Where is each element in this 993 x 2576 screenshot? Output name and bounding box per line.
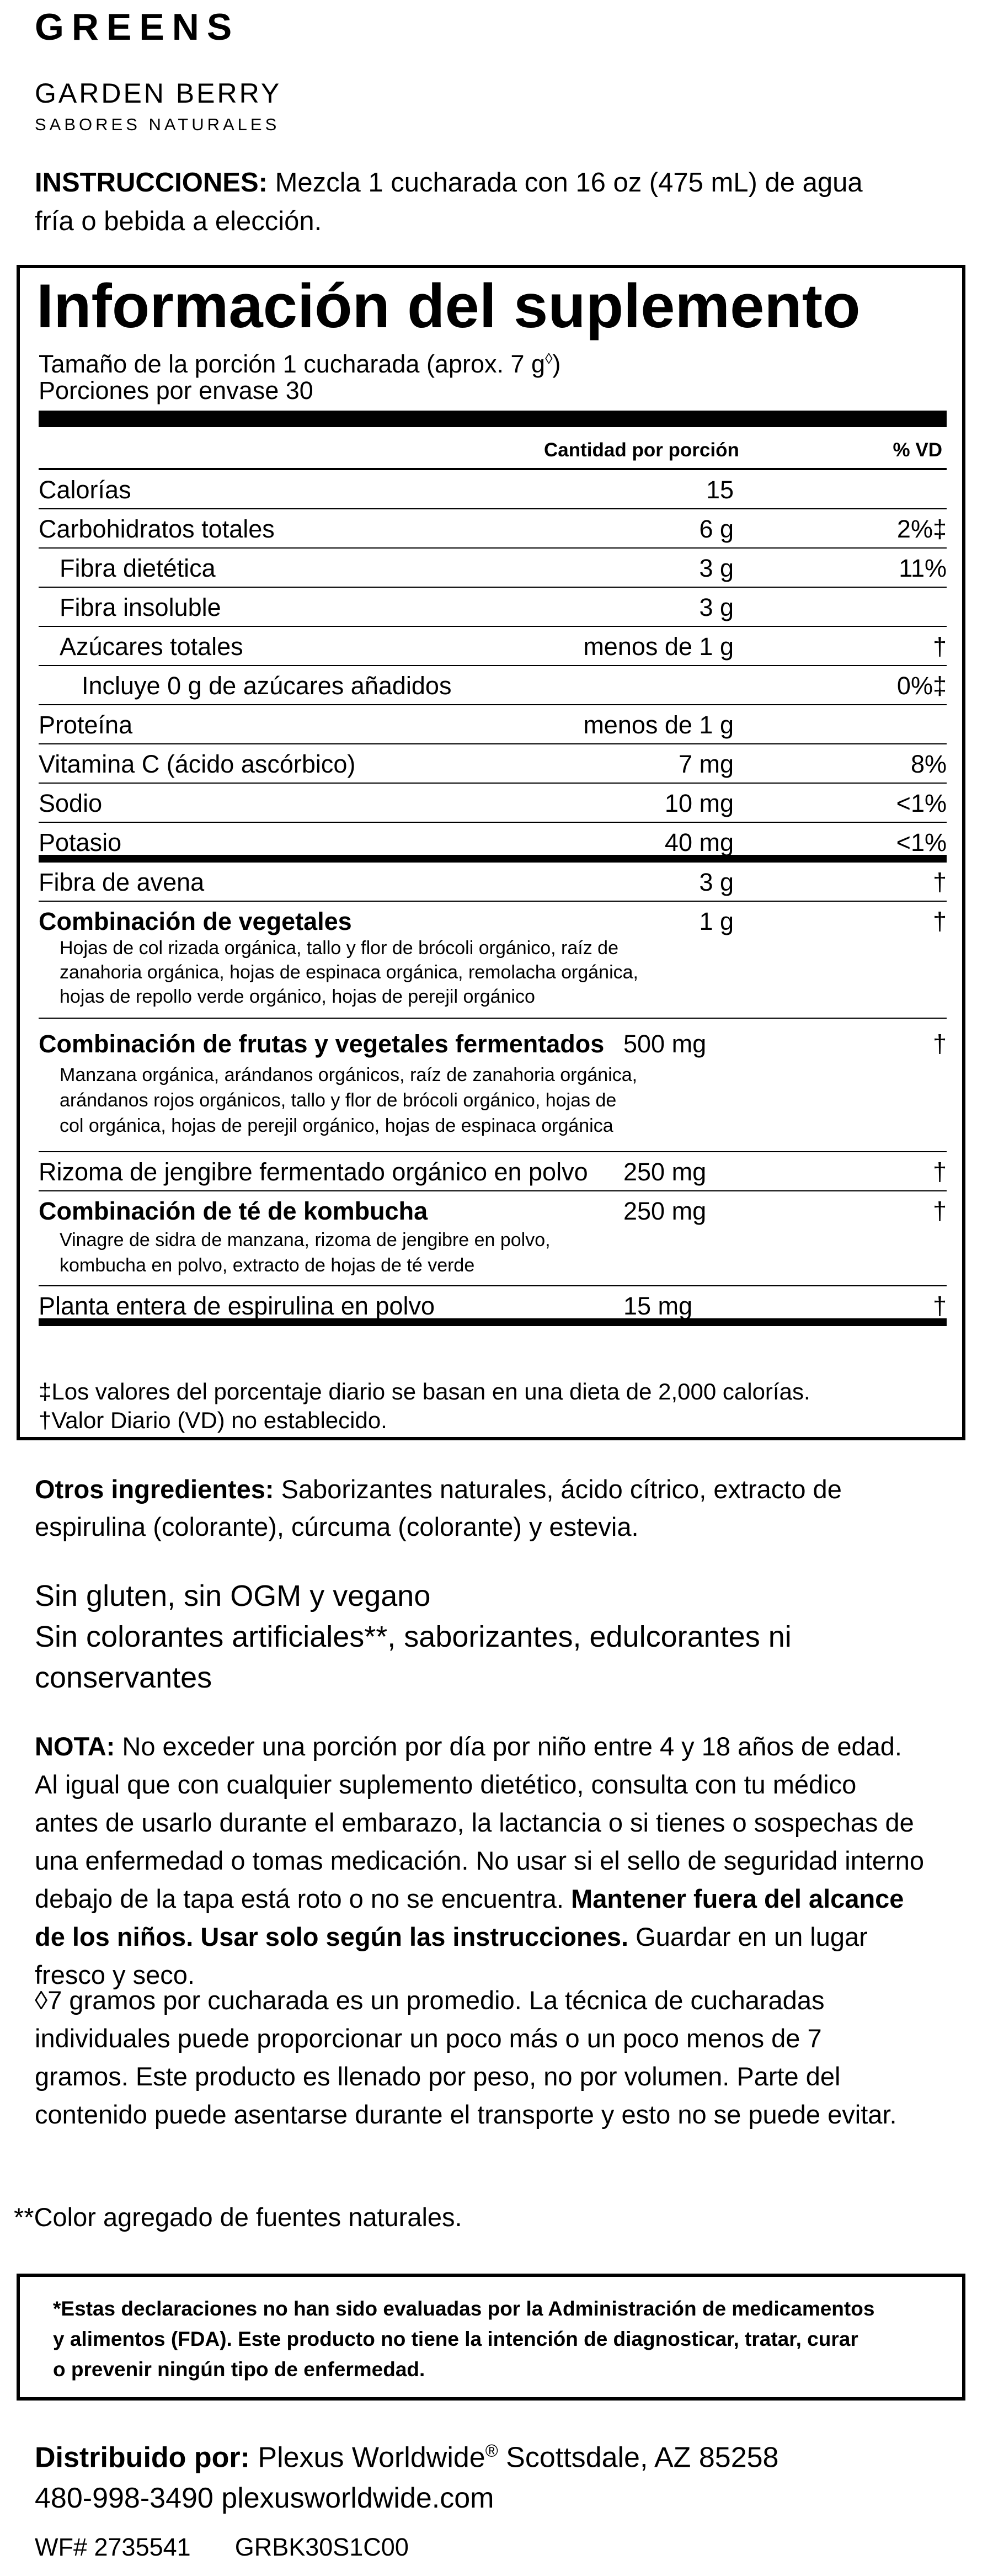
- weight-line: ◊7 gramos por cucharada es un promedio. La técnica de cucharadas: [35, 1986, 825, 2015]
- row-label: Fibra de avena: [39, 868, 205, 896]
- blend-description: Hojas de col rizada orgánica, tallo y flor de brócoli orgánico, raíz de: [60, 938, 618, 959]
- table-row: [39, 705, 947, 744]
- row-amount: 500 mg: [623, 1030, 707, 1058]
- fda-disclaimer: [53, 2293, 947, 2385]
- row-dv: 11%: [899, 554, 947, 582]
- table-row: [39, 588, 947, 627]
- weight-line: individuales puede proporcionar un poco más o un poco menos de 7: [35, 2024, 822, 2053]
- blend-description: Manzana orgánica, arándanos orgánicos, raíz de zanahoria orgánica,: [60, 1065, 638, 1085]
- row-amount: 1 g: [699, 907, 734, 935]
- distributor-city: Scottsdale, AZ 85258: [498, 2441, 779, 2474]
- blend-description: hojas de repollo verde orgánico, hojas de perejil orgánico: [60, 986, 535, 1007]
- fda-line: *Estas declaraciones no han sido evaluadas por la Administración de medicamentos: [53, 2297, 875, 2320]
- distributor-contact: 480-998-3490 plexusworldwide.com: [35, 2482, 494, 2515]
- fda-line: y alimentos (FDA). Este producto no tiene la intención de diagnosticar, tratar, curar: [53, 2328, 858, 2350]
- row-label: Potasio: [39, 828, 122, 856]
- table-row: [39, 823, 947, 863]
- row-dv: <1%: [896, 789, 947, 817]
- row-amount: 40 mg: [664, 828, 734, 856]
- claim-line: Sin gluten, sin OGM y vegano: [35, 1579, 431, 1612]
- note-line: Al igual que con cualquier suplemento dietético, consulta con tu médico: [35, 1770, 857, 1799]
- row-dv: 2%‡: [896, 515, 947, 543]
- fda-disclaimer-box: [17, 2274, 965, 2401]
- row-label: Combinación de té de kombucha: [39, 1197, 428, 1225]
- row-amount: 10 mg: [664, 789, 734, 817]
- table-row: [39, 784, 947, 823]
- serving-info: [39, 345, 560, 404]
- serving-size: Tamaño de la porción 1 cucharada (aprox. 7 g: [39, 350, 546, 378]
- row-dv: †: [932, 1158, 947, 1186]
- brand-name: GREENS: [35, 6, 240, 48]
- instructions-line2: fría o bebida a elección.: [35, 206, 322, 236]
- blend-row: [39, 1019, 947, 1152]
- table-row: [39, 666, 947, 705]
- facts-footnotes: [39, 1377, 810, 1435]
- note-line: Guardar en un lugar: [628, 1922, 868, 1951]
- row-label: Fibra insoluble: [60, 593, 221, 621]
- instructions: [35, 163, 951, 241]
- note-bold: Mantener fuera del alcance: [571, 1884, 904, 1913]
- blend-description: arándanos rojos orgánicos, tallo y flor de brócoli orgánico, hojas de: [60, 1090, 617, 1111]
- footnote-daily-value: ‡Los valores del porcentaje diario se basan en una dieta de 2,000 calorías.: [39, 1379, 810, 1404]
- note-bold: de los niños. Usar solo según las instrucciones.: [35, 1922, 629, 1951]
- row-amount: 3 g: [699, 593, 734, 621]
- row-label: Incluye 0 g de azúcares añadidos: [82, 672, 452, 700]
- row-dv: †: [932, 1292, 947, 1320]
- weight-line: gramos. Este producto es llenado por peso, no por volumen. Parte del: [35, 2062, 841, 2091]
- thick-divider: [39, 411, 947, 427]
- note-line: debajo de la tapa está roto o no se encuentra.: [35, 1884, 572, 1913]
- row-label: Sodio: [39, 789, 103, 817]
- row-label: Carbohidratos totales: [39, 515, 275, 543]
- color-note: **Color agregado de fuentes naturales.: [14, 2202, 462, 2232]
- servings-per-container: Porciones por envase 30: [39, 376, 313, 405]
- row-dv: †: [932, 868, 947, 896]
- row-label: Calorías: [39, 476, 131, 504]
- row-amount: 3 g: [699, 554, 734, 582]
- table-row: [39, 549, 947, 588]
- header-amount: Cantidad por porción: [544, 439, 739, 461]
- row-label: Combinación de frutas y vegetales fermentados: [39, 1030, 605, 1058]
- note-line: antes de usarlo durante el embarazo, la lactancia o si tienes o sospechas de: [35, 1808, 914, 1837]
- other-ingredients-label: Otros ingredientes:: [35, 1475, 274, 1504]
- row-amount: 6 g: [699, 515, 734, 543]
- row-dv: 8%: [910, 750, 947, 778]
- note-line: una enfermedad o tomas medicación. No usar si el sello de seguridad interno: [35, 1846, 924, 1875]
- row-dv: <1%: [896, 828, 947, 856]
- nutrient-rows: [39, 470, 947, 1326]
- product-claims: [35, 1576, 951, 1698]
- row-amount: 250 mg: [623, 1197, 707, 1225]
- claim-line: conservantes: [35, 1661, 212, 1694]
- blend-description: zanahoria orgánica, hojas de espinaca orgánica, remolacha orgánica,: [60, 962, 639, 983]
- header-dv: % VD: [893, 439, 942, 461]
- flavor-subtitle: SABORES NATURALES: [35, 115, 280, 134]
- row-amount: 7 mg: [678, 750, 734, 778]
- row-dv: †: [932, 1197, 947, 1225]
- blend-row: [39, 1191, 947, 1286]
- row-label: Planta entera de espirulina en polvo: [39, 1292, 435, 1320]
- row-label: Combinación de vegetales: [39, 907, 352, 935]
- footnote-not-established: †Valor Diario (VD) no establecido.: [39, 1407, 387, 1433]
- blend-description: col orgánica, hojas de perejil orgánico, hojas de espinaca orgánica: [60, 1115, 613, 1136]
- supplement-facts-panel: [17, 265, 965, 1440]
- sku-code: GRBK30S1C00: [234, 2533, 409, 2561]
- distributor-name: Plexus Worldwide: [249, 2441, 485, 2474]
- blend-description: Vinagre de sidra de manzana, rizoma de jengibre en polvo,: [60, 1230, 551, 1250]
- row-label: Azúcares totales: [60, 632, 243, 661]
- row-amount: menos de 1 g: [583, 711, 734, 739]
- note-label: NOTA:: [35, 1732, 115, 1761]
- flavor-name: GARDEN BERRY: [35, 78, 282, 109]
- row-amount: 250 mg: [623, 1158, 707, 1186]
- row-label: Vitamina C (ácido ascórbico): [39, 750, 356, 778]
- row-label: Rizoma de jengibre fermentado orgánico en polvo: [39, 1158, 588, 1186]
- wf-code: WF# 2735541: [35, 2533, 191, 2561]
- claim-line: Sin colorantes artificiales**, saborizantes, edulcorantes ni: [35, 1620, 792, 1653]
- table-row: [39, 627, 947, 666]
- fda-line: o prevenir ningún tipo de enfermedad.: [53, 2358, 425, 2381]
- warning-note: [35, 1727, 962, 1994]
- row-amount: 15: [706, 476, 734, 504]
- registered-mark: ®: [485, 2441, 498, 2461]
- distributor-label: Distribuido por:: [35, 2441, 250, 2474]
- row-dv: †: [932, 1030, 947, 1058]
- row-label: Fibra dietética: [60, 554, 216, 582]
- facts-title: Información del suplemento: [36, 272, 861, 340]
- other-ingredients: [35, 1471, 951, 1546]
- row-dv: 0%‡: [896, 672, 947, 700]
- row-amount: 3 g: [699, 868, 734, 896]
- row-label: Proteína: [39, 711, 133, 739]
- blend-row: [39, 902, 947, 1019]
- weight-note: [35, 1981, 962, 2133]
- row-amount: 15 mg: [623, 1292, 693, 1320]
- row-dv: †: [932, 632, 947, 661]
- table-row: [39, 863, 947, 902]
- serving-size-end: ): [552, 350, 561, 378]
- table-row: [39, 1152, 947, 1191]
- other-ingredients-line2: espirulina (colorante), cúrcuma (colorante) y estevia.: [35, 1512, 639, 1541]
- instructions-line1: Mezcla 1 cucharada con 16 oz (475 mL) de agua: [267, 168, 863, 198]
- row-amount: menos de 1 g: [583, 632, 734, 661]
- note-line: fresco y seco.: [35, 1960, 195, 1989]
- other-ingredients-line1: Saborizantes naturales, ácido cítrico, extracto de: [274, 1475, 842, 1504]
- table-row: [39, 1286, 947, 1326]
- distributor-info: [35, 2431, 778, 2519]
- table-row: [39, 470, 947, 509]
- instructions-label: INSTRUCCIONES:: [35, 168, 268, 198]
- table-row: [39, 744, 947, 784]
- table-row: [39, 509, 947, 549]
- blend-description: kombucha en polvo, extracto de hojas de té verde: [60, 1255, 475, 1276]
- note-line: No exceder una porción por día por niño entre 4 y 18 años de edad.: [115, 1732, 902, 1761]
- product-codes: [35, 2533, 453, 2562]
- row-dv: †: [932, 907, 947, 935]
- serving-size-mark: ◊: [545, 350, 553, 367]
- weight-line: contenido puede asentarse durante el transporte y esto no se puede evitar.: [35, 2100, 897, 2129]
